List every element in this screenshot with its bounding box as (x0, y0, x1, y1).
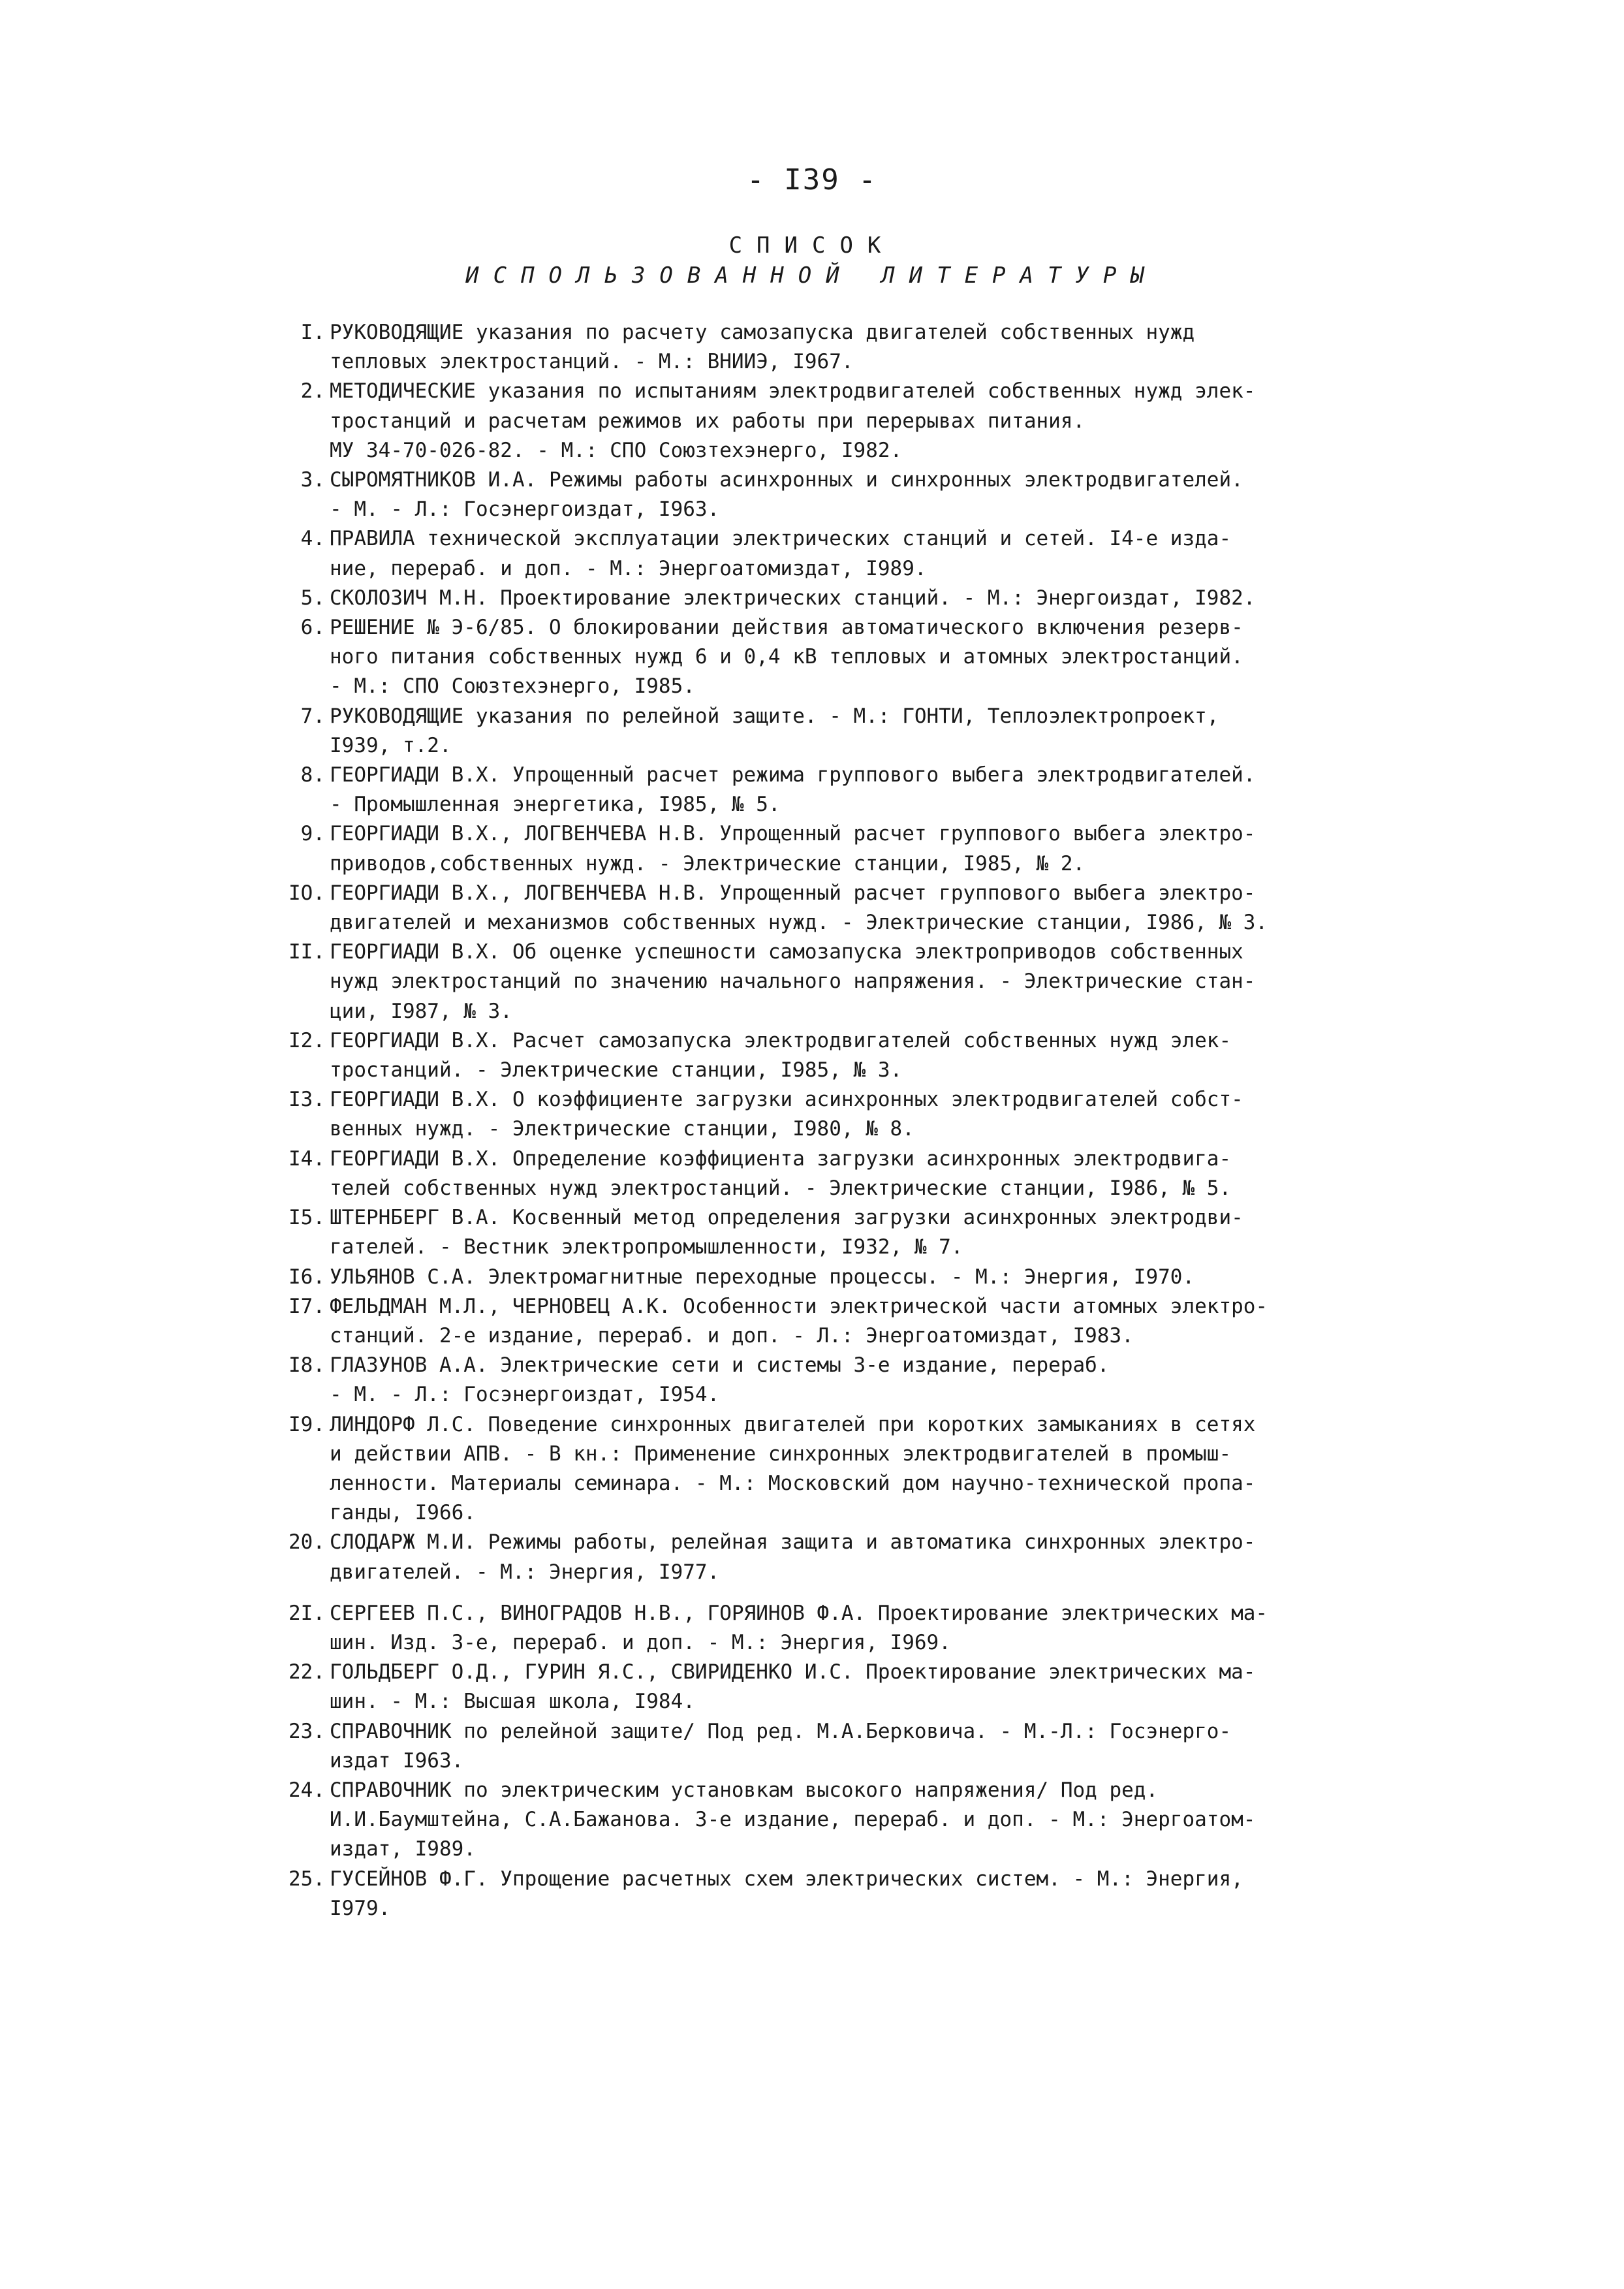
reference-text-line: СЫРОМЯТНИКОВ И.А. Режимы работы асинхронных и синхронных электродвигателей. (330, 468, 1243, 492)
reference-number: I7. (289, 1294, 325, 1318)
reference-text-line: станций. 2-е издание, перераб. и доп. - Л.: Энергоатомиздат, I983. (330, 1323, 1134, 1348)
reference-text-line: - М. - Л.: Госэнергоиздат, I954. (330, 1383, 720, 1407)
reference-number: 25. (289, 1867, 325, 1891)
reference-text-line: ПРАВИЛА технической эксплуатации электрических станций и сетей. I4-е изда- (330, 527, 1232, 551)
reference-text-line: I979. (330, 1896, 391, 1920)
reference-text-line: УЛЬЯНОВ С.А. Электромагнитные переходные процессы. - М.: Энергия, I970. (330, 1265, 1195, 1289)
reference-item (274, 1717, 1319, 1776)
reference-number: 22. (289, 1660, 325, 1684)
reference-item (274, 377, 1319, 466)
reference-number: I5. (289, 1206, 325, 1230)
reference-text-line: гателей. - Вестник электропромышленности, I932, № 7. (330, 1235, 963, 1259)
page-number: - I39 - (747, 163, 877, 197)
reference-text-line: СЛОДАРЖ М.И. Режимы работы, релейная защита и автоматика синхронных электро- (330, 1530, 1256, 1555)
reference-item (274, 318, 1319, 377)
reference-number: 5. (300, 586, 325, 610)
reference-text-line: РУКОВОДЯЩИЕ указания по расчету самозапуска двигателей собственных нужд (330, 321, 1195, 344)
reference-number: 24. (289, 1778, 325, 1802)
reference-number: 6. (300, 616, 325, 640)
reference-number: I6. (289, 1265, 325, 1289)
reference-number: 7. (300, 704, 325, 728)
reference-item (274, 1292, 1319, 1351)
reference-item (274, 1528, 1319, 1587)
reference-text-line: ленности. Материалы семинара. - М.: Московский дом научно-технической пропа- (330, 1471, 1256, 1495)
reference-item (274, 1599, 1319, 1658)
reference-text-line: ГУСЕЙНОВ Ф.Г. Упрощение расчетных схем электрических систем. - М.: Энергия, (330, 1867, 1243, 1891)
reference-text-line: ФЕЛЬДМАН М.Л., ЧЕРНОВЕЦ А.К. Особенности электрической части атомных электро- (330, 1294, 1268, 1318)
reference-text-line: ции, I987, № 3. (330, 999, 512, 1023)
reference-item (274, 1351, 1319, 1410)
reference-item (274, 1776, 1319, 1865)
reference-item (274, 466, 1319, 524)
reference-text-line: и действии АПВ. - В кн.: Применение синхронных электродвигателей в промыш- (330, 1442, 1232, 1466)
reference-text-line: - М. - Л.: Госэнергоиздат, I963. (330, 497, 720, 522)
reference-text-line: МЕТОДИЧЕСКИЕ указания по испытаниям электродвигателей собственных нужд элек- (330, 379, 1256, 403)
reference-text-line: ного питания собственных нужд 6 и 0,4 кВ тепловых и атомных электростанций. (330, 645, 1243, 669)
reference-text-line: тростанций. - Электрические станции, I985, № 3. (330, 1058, 903, 1082)
reference-text-line: тепловых электростанций. - М.: ВНИИЭ, I967. (330, 350, 854, 374)
reference-item (274, 938, 1319, 1026)
reference-text-line: ГЕОРГИАДИ В.Х. Упрощенный расчет режима группового выбега электродвигателей. (330, 763, 1256, 787)
reference-text-line: ШТЕРНБЕРГ В.А. Косвенный метод определения загрузки асинхронных электродви- (330, 1206, 1243, 1230)
reference-text-line: ГЕОРГИАДИ В.Х. О коэффициенте загрузки асинхронных электродвигателей собст- (330, 1088, 1243, 1112)
reference-item (274, 879, 1319, 938)
bibliography-title: СПИСОК (728, 232, 896, 259)
reference-text-line: издат, I989. (330, 1837, 476, 1861)
reference-text-line: ЛИНДОРФ Л.С. Поведение синхронных двигателей при коротких замыканиях в сетях (330, 1412, 1256, 1436)
reference-text-line: ГЕОРГИАДИ В.Х. Об оценке успешности самозапуска электроприводов собственных (330, 940, 1243, 964)
reference-item (274, 819, 1319, 878)
reference-text-line: ГОЛЬДБЕРГ О.Д., ГУРИН Я.С., СВИРИДЕНКО И.С. Проектирование электрических ма- (330, 1660, 1256, 1684)
reference-text-line: ГЕОРГИАДИ В.Х. Расчет самозапуска электродвигателей собственных нужд элек- (330, 1028, 1232, 1052)
reference-item (274, 1263, 1319, 1292)
reference-text-line: тростанций и расчетам режимов их работы при перерывах питания. (330, 409, 1085, 433)
reference-text-line: шин. - М.: Высшая школа, I984. (330, 1690, 695, 1714)
reference-text-line: двигателей и механизмов собственных нужд. - Электрические станции, I986, № 3. (330, 911, 1268, 935)
reference-item (274, 1658, 1319, 1716)
reference-text-line: СЕРГЕЕВ П.С., ВИНОГРАДОВ Н.В., ГОРЯИНОВ Ф.А. Проектирование электрических ма- (330, 1601, 1268, 1625)
reference-text-line: РЕШЕНИЕ № Э-6/85. О блокировании действия автоматического включения резерв- (330, 616, 1243, 640)
reference-number: I2. (289, 1028, 325, 1052)
reference-item (274, 1085, 1319, 1144)
reference-number: I. (300, 321, 325, 344)
reference-text-line: венных нужд. - Электрические станции, I980, № 8. (330, 1117, 914, 1141)
reference-number: 20. (289, 1530, 325, 1555)
reference-text-line: СПРАВОЧНИК по электрическим установкам высокого напряжения/ Под ред. (330, 1778, 1159, 1802)
reference-number: 2I. (289, 1601, 325, 1625)
reference-number: 8. (300, 763, 325, 787)
reference-text-line: РУКОВОДЯЩИЕ указания по релейной защите. - М.: ГОНТИ, Теплоэлектропроект, (330, 704, 1219, 728)
bibliography-subtitle: ИСПОЛЬЗОВАННОЙ ЛИТЕРАТУРЫ (465, 262, 1159, 289)
reference-text-line: СКОЛОЗИЧ М.Н. Проектирование электрических станций. - М.: Энергоиздат, I982. (330, 586, 1256, 610)
reference-item (274, 1203, 1319, 1262)
reference-list (274, 318, 1319, 1923)
reference-item (274, 702, 1319, 761)
reference-number: 3. (300, 468, 325, 492)
reference-text-line: двигателей. - М.: Энергия, I977. (330, 1560, 720, 1584)
reference-number: II. (289, 940, 325, 964)
reference-number: 4. (300, 527, 325, 551)
reference-item (274, 1144, 1319, 1203)
reference-text-line: И.И.Баумштейна, С.А.Бажанова. 3-е издание, перераб. и доп. - М.: Энергоатом- (330, 1808, 1256, 1832)
reference-item (274, 1026, 1319, 1085)
reference-text-line: СПРАВОЧНИК по релейной защите/ Под ред. М.А.Берковича. - М.-Л.: Госэнерго- (330, 1719, 1232, 1743)
reference-text-line: ГЕОРГИАДИ В.Х., ЛОГВЕНЧЕВА Н.В. Упрощенный расчет группового выбега электро- (330, 881, 1256, 905)
reference-item (274, 761, 1319, 819)
reference-number: 9. (300, 822, 325, 846)
reference-text-line: шин. Изд. 3-е, перераб. и доп. - М.: Энергия, I969. (330, 1630, 951, 1654)
reference-text-line: приводов,собственных нужд. - Электрические станции, I985, № 2. (330, 851, 1085, 876)
reference-text-line: ние, перераб. и доп. - М.: Энергоатомиздат, I989. (330, 556, 927, 580)
reference-number: I3. (289, 1088, 325, 1112)
reference-item (274, 1410, 1319, 1528)
reference-text-line: - М.: СПО Союзтехэнерго, I985. (330, 674, 695, 699)
reference-item (274, 613, 1319, 702)
reference-text-line: - Промышленная энергетика, I985, № 5. (330, 793, 781, 817)
reference-text-line: ГЛАЗУНОВ А.А. Электрические сети и системы 3-е издание, перераб. (330, 1353, 1110, 1378)
reference-text-line: издат I963. (330, 1748, 464, 1773)
reference-text-line: нужд электростанций по значению начального напряжения. - Электрические стан- (330, 970, 1256, 994)
reference-text-line: ГЕОРГИАДИ В.Х., ЛОГВЕНЧЕВА Н.В. Упрощенный расчет группового выбега электро- (330, 822, 1256, 846)
reference-text-line: телей собственных нужд электростанций. - Электрические станции, I986, № 5. (330, 1176, 1232, 1200)
reference-item (274, 1865, 1319, 1923)
reference-number: 2. (300, 379, 325, 403)
reference-number: I9. (289, 1412, 325, 1436)
reference-number: IO. (289, 881, 325, 905)
reference-text-line: I939, т.2. (330, 733, 452, 757)
reference-text-line: ГЕОРГИАДИ В.Х. Определение коэффициента загрузки асинхронных электродвига- (330, 1146, 1232, 1171)
reference-text-line: МУ 34-70-026-82. - М.: СПО Союзтехэнерго, I982. (330, 438, 903, 462)
reference-text-line: ганды, I966. (330, 1501, 476, 1525)
reference-item (274, 524, 1319, 583)
reference-number: I8. (289, 1353, 325, 1378)
reference-item (274, 584, 1319, 613)
reference-number: 23. (289, 1719, 325, 1743)
reference-number: I4. (289, 1146, 325, 1171)
